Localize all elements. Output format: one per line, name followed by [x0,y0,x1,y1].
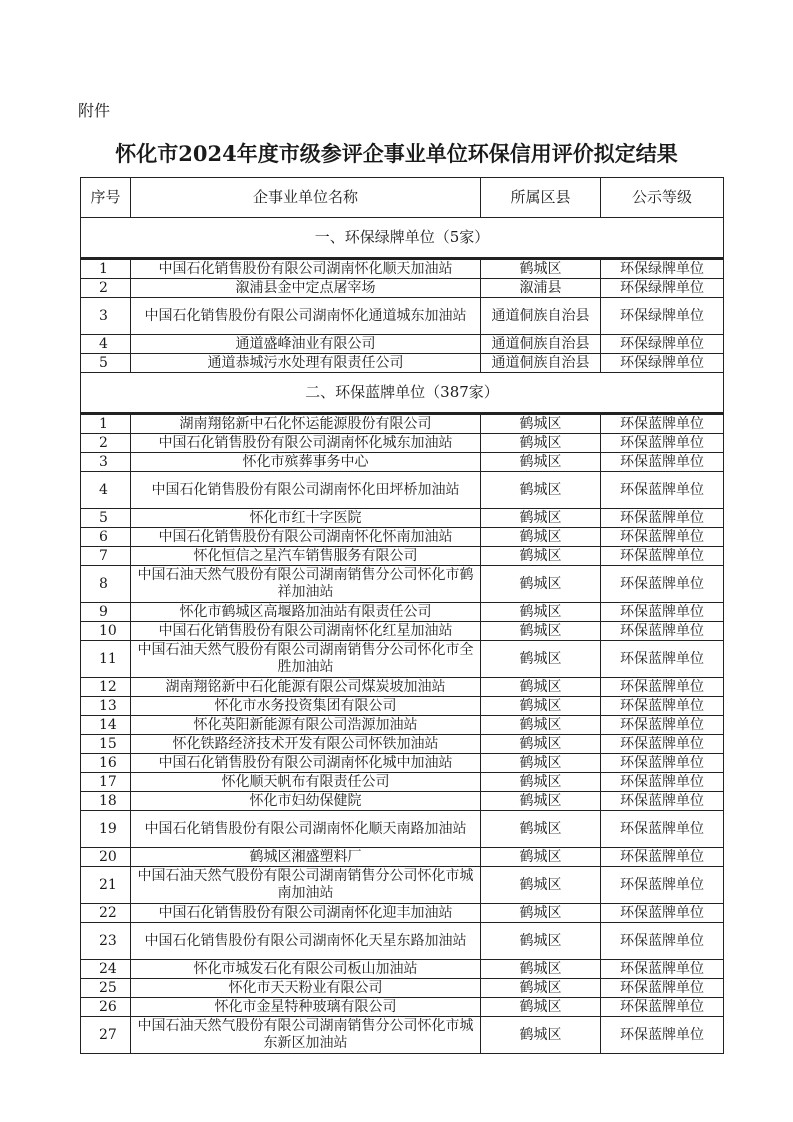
table-row [81,414,724,434]
district: 鹤城区 [481,792,601,811]
company-name: 中国石化销售股份有限公司湖南怀化红星加油站 [131,622,481,641]
table-row [81,641,724,678]
row-number: 4 [81,472,131,509]
row-number: 26 [81,998,131,1017]
district: 鹤城区 [481,566,601,603]
row-number: 21 [81,867,131,904]
credit-level: 环保绿牌单位 [601,259,724,279]
row-number: 11 [81,641,131,678]
table-row [81,792,724,811]
district: 鹤城区 [481,678,601,697]
table-row [81,960,724,979]
district: 鹤城区 [481,716,601,735]
table-row [81,335,724,354]
company-name: 中国石化销售股份有限公司湖南怀化城中加油站 [131,754,481,773]
company-name: 怀化市殡葬事务中心 [131,453,481,472]
company-name: 怀化市鹤城区高堰路加油站有限责任公司 [131,603,481,622]
company-name: 怀化英阳新能源有限公司浩源加油站 [131,716,481,735]
row-number: 7 [81,547,131,566]
row-number: 10 [81,622,131,641]
credit-level: 环保蓝牌单位 [601,603,724,622]
credit-level: 环保蓝牌单位 [601,904,724,923]
credit-level: 环保蓝牌单位 [601,697,724,716]
company-name: 中国石油天然气股份有限公司湖南销售分公司怀化市全胜加油站 [131,641,481,678]
section-title: 一、环保绿牌单位（5家） [81,218,724,259]
company-name: 溆浦县金中定点屠宰场 [131,279,481,298]
credit-level: 环保蓝牌单位 [601,773,724,792]
row-number: 19 [81,811,131,848]
table-row [81,547,724,566]
company-name: 怀化市天天粉业有限公司 [131,979,481,998]
row-number: 5 [81,354,131,373]
company-name: 中国石化销售股份有限公司湖南怀化迎丰加油站 [131,904,481,923]
credit-level: 环保蓝牌单位 [601,434,724,453]
row-number: 2 [81,434,131,453]
company-name: 怀化市金星特种玻璃有限公司 [131,998,481,1017]
company-name: 中国石油天然气股份有限公司湖南销售分公司怀化市鹤祥加油站 [131,566,481,603]
section-row [81,218,724,259]
row-number: 1 [81,259,131,279]
district: 溆浦县 [481,279,601,298]
district: 通道侗族自治县 [481,298,601,335]
company-name: 怀化市红十字医院 [131,509,481,528]
row-number: 15 [81,735,131,754]
district: 鹤城区 [481,923,601,960]
section-title: 二、环保蓝牌单位（387家） [81,373,724,414]
credit-level: 环保蓝牌单位 [601,716,724,735]
row-number: 8 [81,566,131,603]
company-name: 中国石油天然气股份有限公司湖南销售分公司怀化市城南加油站 [131,867,481,904]
district: 鹤城区 [481,811,601,848]
district: 鹤城区 [481,603,601,622]
table-row [81,848,724,867]
row-number: 5 [81,509,131,528]
row-number: 20 [81,848,131,867]
results-table [80,177,724,1054]
district: 鹤城区 [481,848,601,867]
company-name: 怀化顺天帆布有限责任公司 [131,773,481,792]
header-level: 公示等级 [601,178,724,218]
credit-level: 环保蓝牌单位 [601,792,724,811]
header-no: 序号 [81,178,131,218]
credit-level: 环保蓝牌单位 [601,547,724,566]
credit-level: 环保蓝牌单位 [601,867,724,904]
table-row [81,566,724,603]
row-number: 9 [81,603,131,622]
credit-level: 环保蓝牌单位 [601,528,724,547]
table-row [81,298,724,335]
row-number: 13 [81,697,131,716]
company-name: 怀化恒信之星汽车销售服务有限公司 [131,547,481,566]
table-row [81,735,724,754]
table-row [81,811,724,848]
credit-level: 环保绿牌单位 [601,279,724,298]
company-name: 中国石化销售股份有限公司湖南怀化怀南加油站 [131,528,481,547]
table-row [81,603,724,622]
credit-level: 环保蓝牌单位 [601,754,724,773]
credit-level: 环保蓝牌单位 [601,923,724,960]
company-name: 中国石化销售股份有限公司湖南怀化田坪桥加油站 [131,472,481,509]
table-row [81,509,724,528]
credit-level: 环保蓝牌单位 [601,641,724,678]
credit-level: 环保蓝牌单位 [601,622,724,641]
table-row [81,354,724,373]
district: 鹤城区 [481,697,601,716]
row-number: 27 [81,1017,131,1054]
table-row [81,923,724,960]
district: 鹤城区 [481,453,601,472]
credit-level: 环保绿牌单位 [601,298,724,335]
district: 鹤城区 [481,259,601,279]
district: 鹤城区 [481,434,601,453]
row-number: 6 [81,528,131,547]
row-number: 23 [81,923,131,960]
table-row [81,678,724,697]
company-name: 怀化市水务投资集团有限公司 [131,697,481,716]
district: 鹤城区 [481,547,601,566]
company-name: 中国石化销售股份有限公司湖南怀化城东加油站 [131,434,481,453]
credit-level: 环保蓝牌单位 [601,848,724,867]
row-number: 24 [81,960,131,979]
table-row [81,754,724,773]
district: 鹤城区 [481,509,601,528]
table-row [81,1017,724,1054]
row-number: 18 [81,792,131,811]
company-name: 鹤城区湘盛塑料厂 [131,848,481,867]
page-title: 怀化市2024年度市级参评企事业单位环保信用评价拟定结果 [115,141,678,166]
row-number: 4 [81,335,131,354]
row-number: 12 [81,678,131,697]
table-row [81,472,724,509]
district: 鹤城区 [481,414,601,434]
district: 通道侗族自治县 [481,335,601,354]
row-number: 25 [81,979,131,998]
table-row [81,434,724,453]
credit-level: 环保蓝牌单位 [601,998,724,1017]
district: 鹤城区 [481,904,601,923]
company-name: 怀化铁路经济技术开发有限公司怀铁加油站 [131,735,481,754]
company-name: 怀化市妇幼保健院 [131,792,481,811]
district: 鹤城区 [481,998,601,1017]
credit-level: 环保蓝牌单位 [601,414,724,434]
table-row [81,904,724,923]
district: 鹤城区 [481,867,601,904]
credit-level: 环保蓝牌单位 [601,735,724,754]
company-name: 湖南翔铭新中石化能源有限公司煤炭坡加油站 [131,678,481,697]
company-name: 中国石化销售股份有限公司湖南怀化顺天南路加油站 [131,811,481,848]
district: 鹤城区 [481,472,601,509]
district: 鹤城区 [481,979,601,998]
credit-level: 环保蓝牌单位 [601,453,724,472]
section-row [81,373,724,414]
credit-level: 环保蓝牌单位 [601,960,724,979]
company-name: 中国石化销售股份有限公司湖南怀化天星东路加油站 [131,923,481,960]
district: 鹤城区 [481,754,601,773]
district: 鹤城区 [481,622,601,641]
credit-level: 环保绿牌单位 [601,335,724,354]
table-row [81,259,724,279]
credit-level: 环保蓝牌单位 [601,678,724,697]
company-name: 通道盛峰油业有限公司 [131,335,481,354]
district: 鹤城区 [481,735,601,754]
row-number: 16 [81,754,131,773]
district: 鹤城区 [481,528,601,547]
table-row [81,998,724,1017]
district: 通道侗族自治县 [481,354,601,373]
credit-level: 环保蓝牌单位 [601,811,724,848]
credit-level: 环保蓝牌单位 [601,1017,724,1054]
credit-level: 环保蓝牌单位 [601,979,724,998]
row-number: 14 [81,716,131,735]
table-row [81,453,724,472]
company-name: 中国石化销售股份有限公司湖南怀化通道城东加油站 [131,298,481,335]
credit-level: 环保蓝牌单位 [601,472,724,509]
district: 鹤城区 [481,773,601,792]
district: 鹤城区 [481,960,601,979]
district: 鹤城区 [481,1017,601,1054]
row-number: 2 [81,279,131,298]
row-number: 22 [81,904,131,923]
table-row [81,773,724,792]
district: 鹤城区 [481,641,601,678]
row-number: 3 [81,298,131,335]
header-name: 企事业单位名称 [131,178,481,218]
table-body [81,218,724,1054]
company-name: 通道恭城污水处理有限责任公司 [131,354,481,373]
table-row [81,528,724,547]
table-row [81,622,724,641]
table-row [81,867,724,904]
row-number: 3 [81,453,131,472]
credit-level: 环保蓝牌单位 [601,509,724,528]
table-row [81,716,724,735]
credit-level: 环保绿牌单位 [601,354,724,373]
credit-level: 环保蓝牌单位 [601,566,724,603]
attachment-label: 附件 [78,101,111,120]
table-row [81,279,724,298]
company-name: 湖南翔铭新中石化怀运能源股份有限公司 [131,414,481,434]
company-name: 中国石油天然气股份有限公司湖南销售分公司怀化市城东新区加油站 [131,1017,481,1054]
company-name: 怀化市城发石化有限公司板山加油站 [131,960,481,979]
header-row [81,178,724,218]
table-row [81,697,724,716]
row-number: 1 [81,414,131,434]
header-district: 所属区县 [481,178,601,218]
row-number: 17 [81,773,131,792]
company-name: 中国石化销售股份有限公司湖南怀化顺天加油站 [131,259,481,279]
table-row [81,979,724,998]
